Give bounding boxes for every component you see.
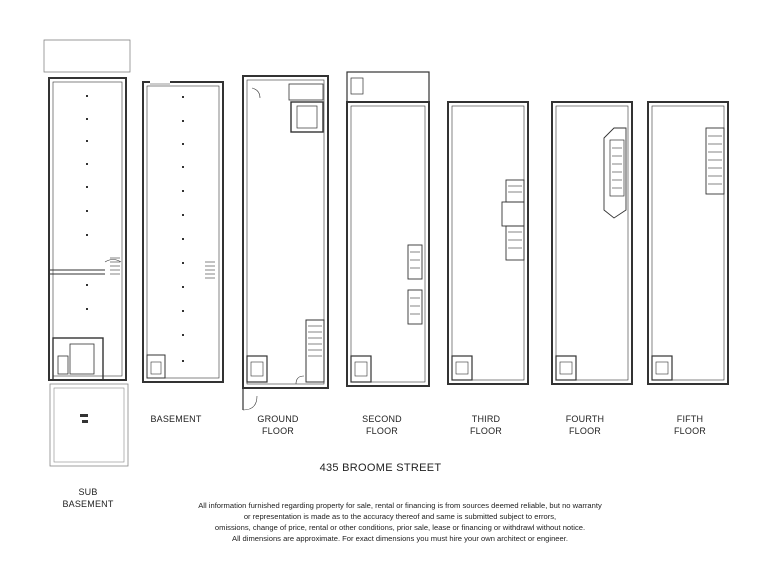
disclaimer-line-2: or representation is made as to the accuracy thereof and same is submitted subject to errors, [243,512,557,521]
disclaimer-line-4: All dimensions are approximate. For exact dimensions you must hire your own architect or engineer. [232,534,568,543]
plan-third-floor [448,102,528,384]
plan-basement [143,82,223,382]
disclaimer-line-1: All information furnished regarding property for sale, rental or financing is from sources deemed reliable, but no warranty [198,501,602,510]
disclaimer-line-3: omissions, change of price, rental or other conditions, prior sale, lease or financing or withdrawl without notice. [214,523,586,532]
label-fourth-floor: FOURTH FLOOR [565,414,605,436]
label-third-floor: THIRD FLOOR [469,414,502,436]
disclaimer [120,500,680,544]
label-second-floor: SECOND FLOOR [362,414,402,436]
plan-fourth-floor [552,102,632,384]
label-sub-basement: SUB BASEMENT [62,487,114,509]
plan-ground-floor [243,76,328,410]
plan-second-floor [347,72,429,386]
building-address: 435 BROOME STREET [319,462,442,474]
label-fifth-floor: FIFTH FLOOR [673,414,706,436]
label-ground-floor: GROUND FLOOR [257,414,299,436]
plan-sub-basement [44,40,130,466]
plan-fifth-floor [648,102,728,384]
label-basement: BASEMENT [150,414,202,424]
